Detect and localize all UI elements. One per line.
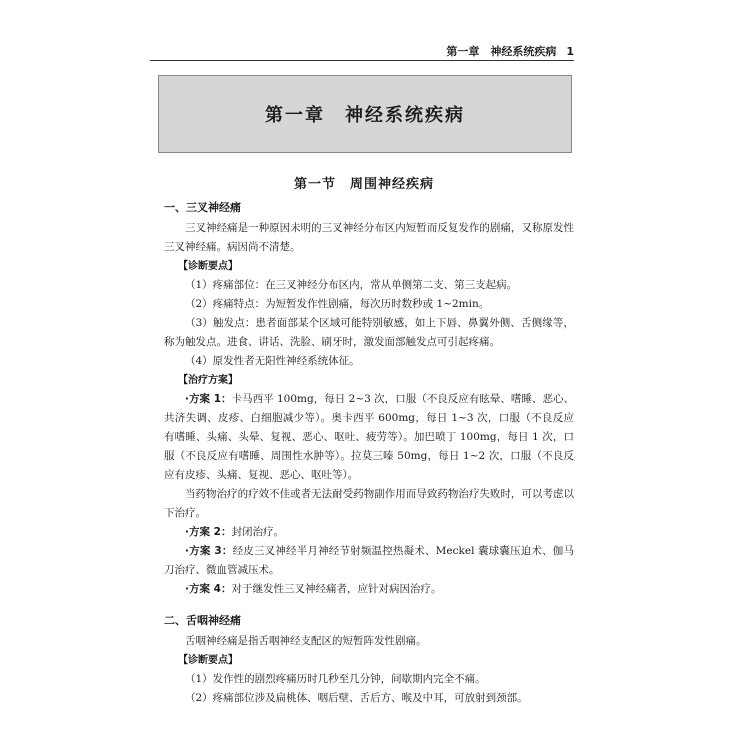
part1-diagnosis-item: （2）疼痛特点：为短暂发作性剧痛，每次历时数秒或 1~2min。 [185, 298, 490, 310]
plan-1-text: 卡马西平 100mg，每日 2~3 次，口服（不良反应有眩晕、嗜睡、恶心、共济失调、皮疹、白细胞减少等）。奥卡西平 600mg，每日 1~3 次，口服（不良反应有嗜睡、头痛、头晕、复视、恶心、呕吐、疲劳等）。加巴喷丁 100mg，每日 1 次，口服（不良反应有嗜睡、周围性水肿等）。拉莫三嗪 50mg，每日 1~2 次，口服（不良反应有皮疹、头痛、复视、恶心、呕吐等）。 [164, 393, 574, 481]
plan-4-name: ·方案 4： [185, 583, 232, 595]
part1-intro: 三叉神经痛是一种原因未明的三叉神经分布区内短暂而反复发作的剧痛，又称原发性三叉神经痛。病因尚不清楚。 [164, 222, 574, 253]
part2-heading: 二、舌咽神经痛 [164, 614, 241, 627]
plan-4 [164, 580, 574, 599]
plan-2-name: ·方案 2： [185, 526, 232, 538]
chapter-banner [158, 75, 572, 153]
part1-treatment-label: 【治疗方案】 [178, 375, 238, 386]
page-number: 1 [566, 44, 574, 58]
plan-1-name: ·方案 1： [185, 393, 232, 405]
page-body [164, 196, 574, 708]
section-gap [164, 599, 574, 609]
part2-diagnosis-item: （2）疼痛部位涉及扁桃体、咽后壁、舌后方、喉及中耳，可放射到颈部。 [185, 692, 528, 704]
plan-1 [164, 390, 574, 485]
part2-intro: 舌咽神经痛是指舌咽神经支配区的短暂阵发性剧痛。 [185, 635, 427, 647]
plan-2-text: 封闭治疗。 [231, 526, 284, 538]
plan-3-name: ·方案 3： [185, 545, 233, 557]
chapter-title: 第一章 神经系统疾病 [265, 105, 465, 126]
running-header-chapter: 第一章 神经系统疾病 [446, 45, 557, 58]
part1-diagnosis-item: （4）原发性者无阳性神经系统体征。 [185, 355, 360, 367]
plan-3 [164, 542, 574, 580]
plan-3-text: 经皮三叉神经半月神经节射频温控热凝术、Meckel 囊球囊压迫术、伽马刀治疗、微血管减压术。 [164, 545, 574, 576]
plan-2 [164, 523, 574, 542]
part1-heading: 一、三叉神经痛 [164, 201, 241, 214]
part1-diagnosis-item: （1）疼痛部位：在三叉神经分布区内，常从单侧第二支、第三支起病。 [185, 279, 518, 291]
part2-diagnosis-label: 【诊断要点】 [178, 655, 238, 666]
plan-4-text: 对于继发性三叉神经痛者，应针对病因治疗。 [231, 583, 442, 595]
running-header [150, 42, 574, 61]
part1-diagnosis-item: （3）触发点：患者面部某个区域可能特别敏感，如上下唇、鼻翼外侧、舌侧缘等，称为触发点。进食、讲话、洗脸、刷牙时，激发面部触发点可引起疼痛。 [164, 317, 574, 348]
part2-diagnosis-item: （1）发作性的剧烈疼痛历时几秒至几分钟，间歇期内完全不痛。 [185, 673, 486, 685]
section-title: 第一节 周围神经疾病 [293, 177, 434, 192]
part1-note: 当药物治疗的疗效不佳或者无法耐受药物副作用而导致药物治疗失败时，可以考虑以下治疗。 [164, 488, 574, 519]
part1-diagnosis-label: 【诊断要点】 [178, 261, 238, 272]
